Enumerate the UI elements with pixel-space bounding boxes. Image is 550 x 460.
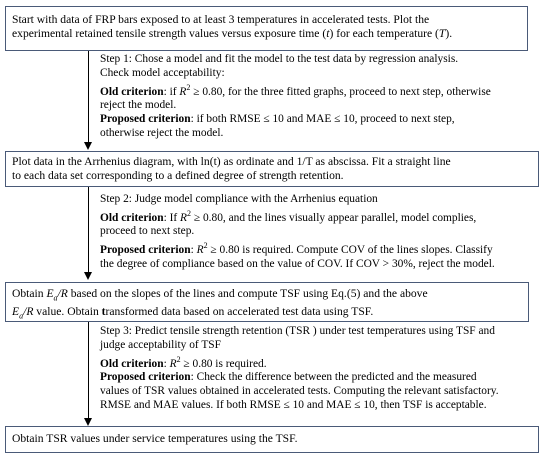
arrow-3-line <box>88 322 89 418</box>
arrow-3-head <box>84 418 92 426</box>
arrhenius-box-line-2: to each data set corresponding to a defined degree of strength retention. <box>12 169 344 182</box>
tsf-box-line-1: Obtain $E_a/R$ based on the slopes of the lines and compute TSF using Eq.(5) and the above <box>12 287 428 303</box>
arrhenius-box-line-1: Plot data in the Arrhenius diagram, with ln(t) as ordinate and 1/T as abscissa. Fit a straight line <box>12 155 451 168</box>
step-3-text <box>100 325 499 413</box>
end-box-line-1: Obtain TSR values under service temperatures using the TSF. <box>12 432 298 445</box>
step-3-title-cont: judge acceptability of TSF <box>100 338 221 351</box>
step-1-title: Step 1: Chose a model and fit the model to the test data by regression analysis. <box>100 53 459 65</box>
arrow-2-head <box>84 272 92 280</box>
step-3-proposed-criterion-cont-1: values of TSR values obtained in accelerated tests. Computing the relevant satisfactory. <box>100 384 499 397</box>
step-3-proposed-criterion: Proposed criterion: Check the difference between the predicted and the measured <box>100 371 477 384</box>
arrhenius-box <box>5 151 539 187</box>
start-box-line-1: Start with data of FRP bars exposed to at least 3 temperatures in accelerated tests. Plot the <box>12 13 430 26</box>
step-2-old-criterion: Old criterion: If $R^2 \ge 0.80$, and the lines visually appear parallel, model complies, <box>100 208 477 224</box>
arrow-2-line <box>88 187 89 272</box>
step-1-old-criterion: Old criterion: if $R^2 \ge 0.80$, for the three fitted graphs, proceed to next step, otherwise <box>100 82 491 98</box>
step-2-proposed-criterion-cont: the degree of compliance based on the value of COV. If COV > 30%, reject the model. <box>100 257 495 270</box>
step-1-proposed-criterion-cont: otherwise reject the model. <box>100 126 224 139</box>
tsf-box-line-2: $E_a/R$ value. Obtain transformed data based on accelerated test data using TSF. <box>12 305 374 321</box>
arrow-1-head <box>84 142 92 150</box>
step-3-proposed-criterion-cont-2: RMSE and MAE values. If both RMSE ≤ 10 and MAE ≤ 10, then TSF is acceptable. <box>100 398 487 411</box>
step-1-old-criterion-cont: reject the model. <box>100 99 177 112</box>
start-box-line-2: experimental retained tensile strength values versus exposure time (t) for each temperature (T). <box>12 27 453 40</box>
step-1-proposed-criterion: Proposed criterion: if both RMSE ≤ 10 and MAE ≤ 10, proceed to next step, <box>100 112 455 125</box>
step-3-title: Step 3: Predict tensile strength retention (TSR ) under test temperatures using TSF and <box>100 325 495 337</box>
tsf-box <box>5 282 529 322</box>
end-box <box>5 426 539 453</box>
step-2-old-criterion-cont: proceed to next step. <box>100 225 195 238</box>
step-1-text <box>100 53 491 141</box>
step-2-title: Step 2: Judge model compliance with the Arrhenius equation <box>100 193 378 205</box>
start-box <box>5 6 528 51</box>
step-2-proposed-criterion: Proposed criterion: $R^2 \ge 0.80$ is required. Compute COV of the lines slopes. Classify <box>100 241 493 256</box>
arrow-1-line <box>88 51 89 142</box>
step-3-old-criterion: Old criterion: $R^2 \ge 0.80$ is required. <box>100 354 267 370</box>
step-1-subtitle: Check model acceptability: <box>100 66 225 79</box>
step-2-text <box>100 193 495 272</box>
